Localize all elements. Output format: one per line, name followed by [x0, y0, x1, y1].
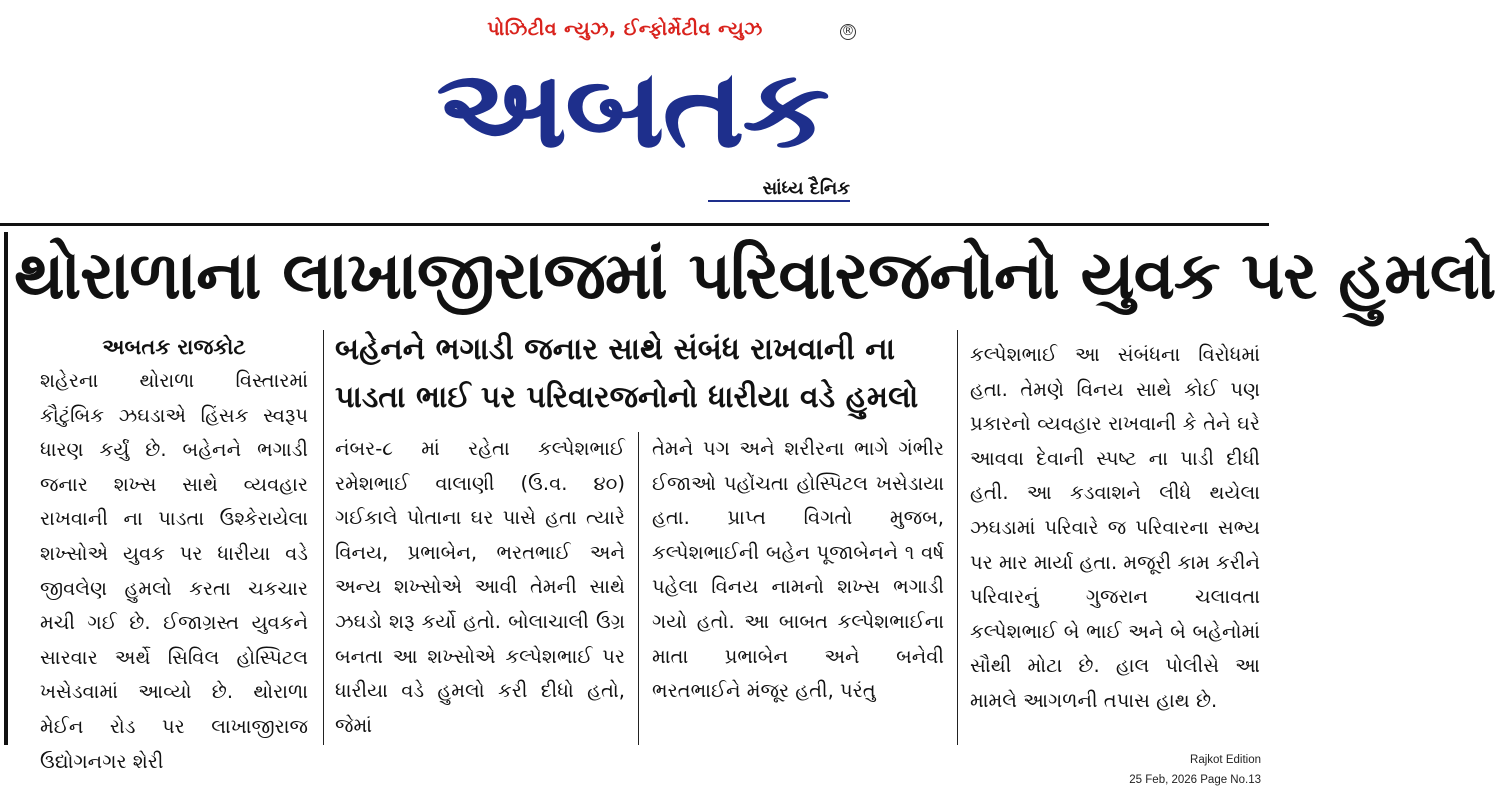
registered-mark: ®: [841, 24, 855, 39]
article-subheadline: બહેનને ભગાડી જનાર સાથે સંબંધ રાખવાની ના પાડતા ભાઈ પર પરિવારજનોનો ધારીયા વડે હુમલો: [335, 332, 919, 415]
masthead: [0, 0, 1269, 222]
article-column-3: તેમને પગ અને શરીરના ભાગે ગંભીર ઈજાઓ પહોંચતા હોસ્પિટલ ખસેડાયા હતા. પ્રાપ્ત વિગતો મુજબ, કલ્પેશભાઈની બહેન પૂજાબેનને ૧ વર્ષ પહેલા વિનય નામનો શખ્સ ભગાડી ગયો હતો. આ બાબત કલ્પેશભાઈના માતા પ્રભાબેન અને બનેવી ભરતભાઈને મંજૂર હતી, પરંતુ: [652, 437, 944, 703]
article-column-2: નંબર-૮ માં રહેતા કલ્પેશભાઈ રમેશભાઈ વાલાણી (ઉ.વ. ૪૦) ગઈકાલે પોતાના ઘર પાસે હતા ત્યારે વિનય, પ્રભાબેન, ભરતભાઈ અને અન્ય શખ્સોએ આવી તેમની સાથે ઝઘડો શરૂ કર્યો હતો. બોલાચાલી ઉગ્ર બનતા આ શખ્સોએ કલ્પેશભાઈ પર ધારીયા વડે હુમલો કરી દીધો હતો, જેમાં: [335, 437, 625, 737]
date-page-label: 25 Feb, 2026 Page No.13: [1129, 774, 1261, 786]
left-border-bar: [4, 232, 8, 745]
article-byline: અબતક રાજકોટ: [102, 335, 246, 359]
newspaper-logo: અબતક: [436, 47, 828, 172]
masthead-subtitle: સાંધ્ય દૈનિક: [762, 178, 850, 199]
column-divider: [638, 432, 639, 745]
article-column-1: શહેરના થોરાળા વિસ્તારમાં કૌટુંબિક ઝઘડાએ હિંસક સ્વરૂપ ધારણ કર્યું છે. બહેનને ભગાડી જનાર શખ્સ સાથે વ્યવહાર રાખવાની ના પાડતા ઉશ્કેરાયેલા શખ્સોએ યુવક પર ધારીયા વડે જીવલેણ હુમલો કરતા ચકચાર મચી ગઈ છે. ઈજાગ્રસ્ત યુવકને સારવાર અર્થે સિવિલ હોસ્પિટલ ખસેડવામાં આવ્યો છે. થોરાળા મેઈન રોડ પર લાખાજીરાજ ઉદ્યોગનગર શેરી: [40, 369, 308, 773]
subtitle-underline: [708, 200, 850, 202]
column-divider: [323, 330, 324, 745]
article-headline: થોરાળાના લાખાજીરાજમાં પરિવારજનોનો યુવક પર હુમલો: [14, 237, 1495, 314]
header-divider: [0, 223, 1269, 226]
edition-label: Rajkot Edition: [1190, 754, 1261, 766]
article-column-4: કલ્પેશભાઈ આ સંબંધના વિરોધમાં હતા. તેમણે વિનય સાથે કોઈ પણ પ્રકારનો વ્યવહાર રાખવાની કે તેને ઘરે આવવા દેવાની સ્પષ્ટ ના પાડી દીધી હતી. આ કડવાશને લીધે થયેલા ઝઘડામાં પરિવારે જ પરિવારના સભ્ય પર માર માર્યા હતા. મજૂરી કામ કરીને પરિવારનું ગુજરાન ચલાવતા કલ્પેશભાઈ બે ભાઈ અને બે બહેનોમાં સૌથી મોટા છે. હાલ પોલીસે આ મામલે આગળની તપાસ હાથ છે.: [970, 343, 1260, 712]
column-divider: [957, 330, 958, 745]
masthead-tagline: પોઝિટીવ ન્યુઝ, ઈન્ફોર્મેટીવ ન્યુઝ: [487, 18, 763, 40]
